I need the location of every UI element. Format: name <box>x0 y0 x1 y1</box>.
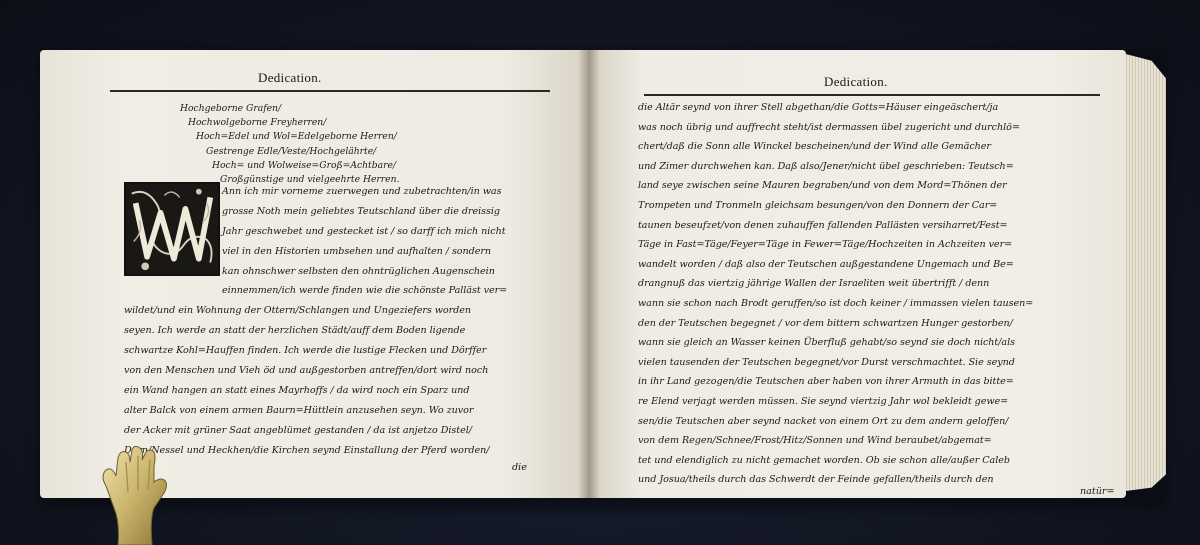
right-head-rule <box>644 94 1100 96</box>
text-line: wann sie schon nach Brodt geruffen/so ist doch keiner / immassen vielen tausen= <box>638 297 1034 309</box>
addressee-line: Großgünstige und vielgeehrte Herren. <box>220 174 400 186</box>
left-head-rule <box>110 90 550 92</box>
left-body-text <box>124 182 570 460</box>
right-body-text <box>638 98 1116 490</box>
text-line: Jahr geschwebet und gestecket ist / so darff ich mich nicht <box>222 225 506 237</box>
text-line: Trompeten und Tronmeln gleichsam besungen/von den Donnern der Car= <box>638 199 998 211</box>
text-line: seyen. Ich werde an statt der herzlichen Städt/auff dem Boden ligende <box>124 325 466 337</box>
text-line: viel in den Historien umbsehen und aufhalten / sondern <box>222 245 492 257</box>
text-line: ein Wand hangen an statt eines Mayrhoffs / da wird noch ein Sparz und <box>124 384 470 396</box>
text-line: was noch übrig und auffrecht steht/ist dermassen übel zugericht und durchlö= <box>638 121 1020 133</box>
text-line: tet und elendiglich zu nicht gemachet worden. Ob sie schon alle/außer Caleb <box>638 454 1010 466</box>
text-line: taunen beseufzet/von denen zuhauffen fallenden Pallästen versiharret/Fest= <box>638 219 1008 231</box>
right-page <box>588 50 1126 498</box>
brass-hand-bookrest-icon <box>92 446 192 545</box>
right-running-head: Dedication. <box>824 74 888 89</box>
text-line: in ihr Land gezogen/die Teutschen aber haben von ihrer Armuth in das bitte= <box>638 376 1014 388</box>
text-line: der Acker mit grüner Saat angeblümet gestanden / da ist anjetzo Distel/ <box>124 424 472 436</box>
left-page <box>40 50 588 498</box>
addressee-line: Hoch=Edel und Wol=Edelgeborne Herren/ <box>196 131 397 143</box>
addressee-block <box>180 102 399 187</box>
text-line: alter Balck von einem armen Baurn=Hüttlein anzusehen seyn. Wo zuvor <box>124 404 474 416</box>
right-catchword: natür= <box>1080 486 1115 497</box>
text-line: wildet/und ein Wohnung der Ottern/Schlangen und Ungeziefers worden <box>124 305 472 317</box>
text-line: vielen tausenden der Teutschen begegnet/vor Durst verschmachtet. Sie seynd <box>638 356 1015 368</box>
book-gutter <box>578 50 600 498</box>
text-line: kan ohnschwer selbsten den ohntrüglichen Augenschein <box>222 265 495 277</box>
text-line: wann sie gleich an Wasser keinen Überfluß gehabt/so seynd sie doch nicht/als <box>638 337 1015 349</box>
text-line: von dem Regen/Schnee/Frost/Hitz/Sonnen und Wind beraubet/abgemat= <box>638 435 992 447</box>
text-line: die Altär seynd von ihrer Stell abgethan/die Gotts=Häuser eingeäschert/ja <box>638 102 999 113</box>
text-line: Dorn/Nessel und Heckhen/die Kirchen seynd Einstallung der Pferd worden/ <box>124 444 490 456</box>
addressee-line: Hoch= und Wolweise=Groß=Achtbare/ <box>212 159 397 171</box>
text-line: einnemmen/ich werde finden wie die schönste Palläst ver= <box>222 285 508 297</box>
text-line: und Josua/theils durch das Schwerdt der Feinde gefallen/theils durch den <box>638 474 994 486</box>
left-catchword: die <box>512 462 527 473</box>
text-line: den der Teutschen begegnet / vor dem bittern schwartzen Hunger gestorben/ <box>638 317 1013 329</box>
text-line: re Elend verjagt werden müssen. Sie seynd viertzig Jahr wol bekleidt gewe= <box>638 395 1009 407</box>
text-line: chert/daß die Sonn alle Winckel bescheinen/und der Wind alle Gemächer <box>638 141 991 153</box>
text-line: schwartze Kohl=Hauffen finden. Ich werde die lustige Flecken und Dörffer <box>124 345 487 357</box>
text-line: grosse Noth mein geliebtes Teutschland über die dreissig <box>222 205 500 217</box>
text-line: Täge in Fast=Täge/Feyer=Täge in Fewer=Täge/Hochzeiten in Achzeiten ver= <box>638 239 1013 251</box>
text-line: land seye zwischen seine Mauren begraben/und von dem Mord=Thönen der <box>638 180 1007 192</box>
addressee-line: Hochgeborne Grafen/ <box>180 103 282 114</box>
addressee-line: Hochwolgeborne Freyherren/ <box>188 117 327 129</box>
text-line: und Zimer durchwehen kan. Daß also/Jener/nicht übel geschrieben: Teutsch= <box>638 160 1014 172</box>
text-line: Ann ich mir vorneme zuerwegen und zubetrachten/in was <box>222 186 502 197</box>
addressee-line: Gestrenge Edle/Veste/Hochgelährte/ <box>206 145 377 157</box>
left-running-head: Dedication. <box>258 70 322 85</box>
text-line: drangnuß das viertzig jährige Wallen der Israeliten weit übertrifft / denn <box>638 278 990 290</box>
text-line: wandelt worden / daß also der Teutschen außgestandene Ungemach und Be= <box>638 258 1014 270</box>
text-line: von den Menschen und Vieh öd und außgestorben antreffen/dort wird noch <box>124 365 489 377</box>
text-line: sen/die Teutschen aber seynd nacket von einem Ort zu dem andern geloffen/ <box>638 415 1009 427</box>
